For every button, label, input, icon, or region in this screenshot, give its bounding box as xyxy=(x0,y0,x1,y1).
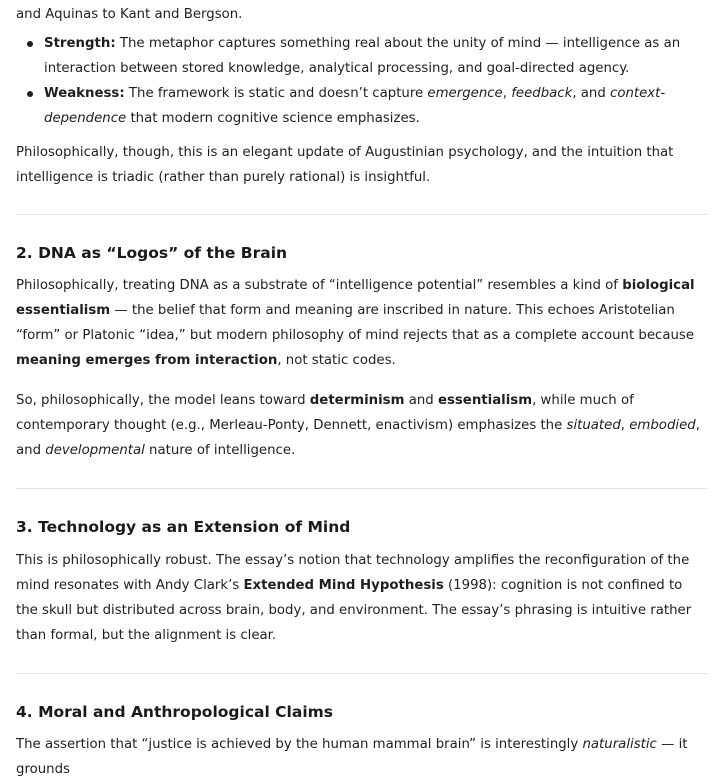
s2p2-bold-essentialism: essentialism xyxy=(437,393,533,408)
bullet-dot-icon xyxy=(27,91,33,97)
intro-tail-paragraph: and Aquinas to Kant and Bergson. xyxy=(16,7,243,22)
s2p1-bold-meaning-emerges: meaning emerges from interaction xyxy=(16,353,278,368)
section-3-heading: 3. Technology as an Extension of Mind xyxy=(16,518,351,536)
s2p2-text-c: and xyxy=(404,393,438,408)
section-2-paragraph-1 xyxy=(16,273,708,373)
s4p1-text-b: — it grounds xyxy=(16,737,688,777)
s3p1-text-c: (1998): cognition is not confined to the skull but distributed across brain, body, and environment. The essay’s phrasing is intuitive rather than formal, but the alignment is clear. xyxy=(16,578,692,643)
section-divider xyxy=(16,488,708,489)
s2p1-text-a: Philosophically, treating DNA as a substrate of “intelligence potential” resembles a kind of xyxy=(16,278,623,293)
s2p2-bold-determinism: determinism xyxy=(309,393,405,408)
s2p2-text-a: So, philosophically, the model leans toward xyxy=(16,393,310,408)
s2p2-text-f: , and xyxy=(16,418,700,458)
s2p2-text-d: , while much of contemporary thought (e.g., Merleau-Ponty, Dennett, enactivism) emphasizes the xyxy=(16,393,634,433)
s2p1-text-d: , not static codes. xyxy=(277,353,396,368)
weakness-text-3: , and xyxy=(572,86,611,101)
section-2-heading: 2. DNA as “Logos” of the Brain xyxy=(16,244,288,262)
weakness-emphasis-context: context-dependence xyxy=(44,86,666,126)
section-divider xyxy=(16,673,708,674)
closing-paragraph: Philosophically, though, this is an elegant update of Augustinian psychology, and the intuition that intelligence is triadic (rather than purely rational) is insightful. xyxy=(16,145,674,185)
list-item-weakness xyxy=(16,81,708,131)
strength-label: Strength: xyxy=(44,36,116,51)
section-4-paragraph-1 xyxy=(16,732,708,782)
list-item-strength xyxy=(16,31,708,81)
section-4-heading: 4. Moral and Anthropological Claims xyxy=(16,703,334,721)
strength-weakness-list xyxy=(16,31,708,131)
s3p1-text-a: This is philosophically robust. The essay’s notion that technology amplifies the reconfiguration of the mind resonates with Andy Clark’s xyxy=(16,553,690,593)
bullet-dot-icon xyxy=(27,41,33,47)
strength-text: The metaphor captures something real about the unity of mind — intelligence as an interaction between stored knowledge, analytical processing, and goal-directed agency. xyxy=(44,36,681,76)
s2p2-italic-situated: situated xyxy=(566,418,621,433)
s3p1-bold-extended-mind: Extended Mind Hypothesis xyxy=(243,578,444,593)
s2p1-bold-biological-essentialism: biological essentialism xyxy=(16,278,695,318)
weakness-text-2: , xyxy=(502,86,512,101)
weakness-text-4: that modern cognitive science emphasizes. xyxy=(126,111,420,126)
s2p2-italic-developmental: developmental xyxy=(45,443,145,458)
section-2-paragraph-2 xyxy=(16,388,708,463)
section-3-paragraph-1 xyxy=(16,548,708,648)
s4p1-text-a: The assertion that “justice is achieved by the human mammal brain” is interestingly xyxy=(16,737,583,752)
s2p2-text-e: , xyxy=(620,418,630,433)
s4p1-italic-naturalistic: naturalistic xyxy=(582,737,657,752)
section-divider xyxy=(16,214,708,215)
weakness-label: Weakness: xyxy=(44,86,125,101)
weakness-emphasis-emergence: emergence xyxy=(427,86,503,101)
weakness-emphasis-feedback: feedback xyxy=(511,86,573,101)
s2p2-text-g: nature of intelligence. xyxy=(144,443,296,458)
s2p1-text-c: — the belief that form and meaning are inscribed in nature. This echoes Aristotelian “form” or Platonic “idea,” but modern philosophy of mind rejects that as a complete account because xyxy=(16,303,694,343)
weakness-text-1: The framework is static and doesn’t capture xyxy=(124,86,428,101)
s2p2-italic-embodied: embodied xyxy=(629,418,696,433)
